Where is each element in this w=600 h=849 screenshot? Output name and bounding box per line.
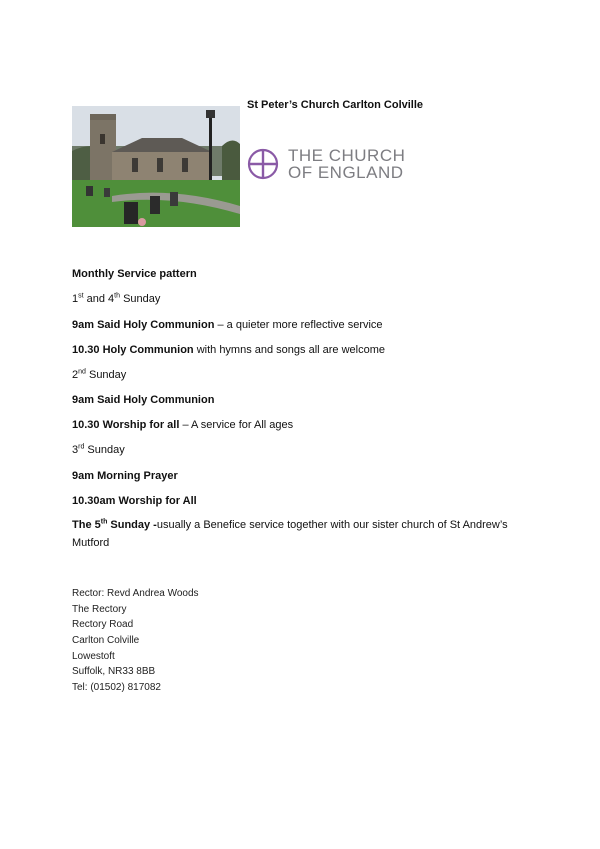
church-cross-icon [247,147,283,183]
week-2-number: 2 [72,369,79,381]
week-3-suffix: rd [78,443,85,451]
week-1-4-label [72,293,160,305]
week-4-number: and 4 [83,293,115,305]
week-5-bold-rest: Sunday - [107,519,157,531]
address-line-4: Carlton Colville [72,635,140,646]
service-4-name: 10.30 Worship for all [72,419,180,431]
service-line-2 [72,344,385,356]
address-phone: Tel: (01502) 817082 [72,682,161,693]
week-1-number: 1 [72,293,79,305]
week-1-4-rest: Sunday [120,293,161,305]
week-5-line-2: Mutford [72,537,110,549]
service-4-desc: – A service for All ages [179,419,294,431]
church-photo-image [72,106,240,227]
week-4-suffix: th [114,292,121,300]
week-5-desc: usually a Benefice service together with our sister church of St Andrew’s [156,519,508,531]
church-photo [72,106,240,227]
service-line-4 [72,419,293,431]
week-2-rest: Sunday [85,369,127,381]
week-5-prefix: The 5 [72,519,101,531]
schedule-heading: Monthly Service pattern [72,268,197,280]
document-title: St Peter’s Church Carlton Colville [247,99,424,111]
church-of-england-logo [247,146,412,184]
address-line-3: Rectory Road [72,619,134,630]
week-5-line [72,519,508,531]
logo-text-line2: OF ENGLAND [288,163,404,182]
week-3-label [72,444,125,456]
service-2-name: 10.30 Holy Communion [72,344,194,356]
service-line-1 [72,319,383,331]
service-1-desc: – a quieter more reflective service [214,319,383,331]
address-line-2: The Rectory [72,604,127,615]
address-line-5: Lowestoft [72,651,115,662]
week-1-suffix: st [78,292,84,300]
service-line-5: 9am Morning Prayer [72,470,178,482]
week-2-label [72,369,126,381]
service-line-3: 9am Said Holy Communion [72,394,215,406]
logo-text-line1: THE CHURCH [288,146,406,165]
week-3-rest: Sunday [84,444,125,456]
week-5-suffix: th [100,518,108,526]
service-1-name: 9am Said Holy Communion [72,319,215,331]
address-rector: Rector: Revd Andrea Woods [72,588,199,599]
service-2-desc: with hymns and songs all are welcome [193,344,386,356]
service-line-6: 10.30am Worship for All [72,495,197,507]
address-line-6: Suffolk, NR33 8BB [72,666,156,677]
week-2-suffix: nd [78,368,86,376]
week-3-number: 3 [72,444,79,456]
logo-text [288,147,405,181]
